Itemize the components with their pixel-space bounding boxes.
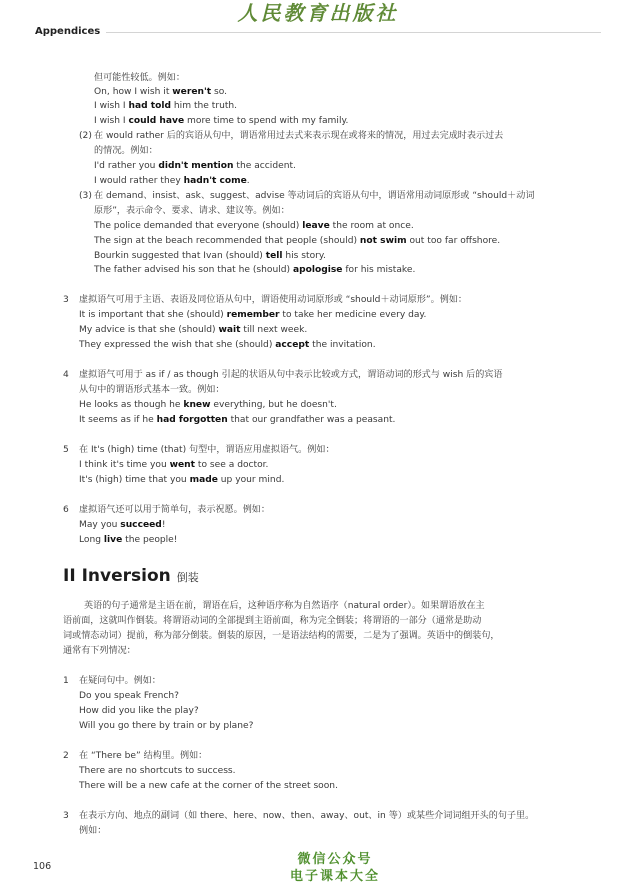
item-number: 2 — [63, 751, 69, 761]
text-line: 在 would rather 后的宾语从句中，谓语常用过去式来表示现在或将来的情况，用过去完成时表示过去 — [94, 131, 504, 141]
example-line: It's (high) time that you made up your mind. — [79, 475, 285, 485]
text-line: 虚拟语气还可以用于简单句，表示祝愿。例如： — [79, 505, 270, 515]
subitem-number: (2) — [79, 131, 92, 141]
section-heading — [63, 566, 199, 586]
item-number: 3 — [63, 295, 69, 305]
item-number: 4 — [63, 370, 69, 380]
example-line: On, how I wish it weren't so. — [94, 87, 228, 97]
example-line: The police demanded that everyone (should) leave the room at once. — [94, 221, 414, 231]
text-line: 语前面，这就叫作倒装。将谓语动词的全部提到主语前面，称为完全倒装；将谓语的一部分（通常是助动 — [63, 616, 482, 626]
example-line: It seems as if he had forgotten that our grandfather was a peasant. — [79, 415, 396, 425]
page-number: 106 — [33, 861, 52, 872]
text-line: 原形”，表示命令、要求、请求、建议等。例如： — [94, 206, 290, 216]
text-line: 例如： — [79, 826, 107, 836]
text-line: 在 “There be” 结构里。例如： — [79, 751, 208, 761]
item-number: 3 — [63, 811, 69, 821]
example-line: It is important that she (should) remember to take her medicine every day. — [79, 310, 427, 320]
text-line: 的情况。例如： — [94, 146, 158, 156]
section-heading-zh: 倒装 — [176, 571, 199, 584]
example-line: I think it's time you went to see a doctor. — [79, 460, 269, 470]
text-line: 词或情态动词）提前，称为部分倒装。倒装的原因，一是语法结构的需要，二是为了强调。英语中的倒装句， — [63, 631, 500, 641]
example-line: Do you speak French? — [79, 691, 179, 701]
example-line: There will be a new cafe at the corner of the street soon. — [79, 781, 338, 791]
publisher-logo: 人民教育出版社 — [237, 1, 399, 25]
text-line: 在表示方向、地点的副词（如 there、here、now、then、away、out、in 等）或某些介词词组开头的句子里。 — [79, 811, 535, 821]
example-line: How did you like the play? — [79, 706, 199, 716]
watermark-line-1: 微信公众号 — [297, 852, 373, 867]
header-rule — [106, 32, 601, 33]
text-line: 虚拟语气可用于主语、表语及同位语从句中，谓语使用动词原形或 “should＋动词原形”。例如： — [79, 295, 468, 305]
example-line: I wish I had told him the truth. — [94, 101, 238, 111]
text-line: 从句中的谓语形式基本一致。例如： — [79, 385, 225, 395]
watermark-line-2: 电子课本大全 — [289, 869, 380, 884]
text-line: 在 demand、insist、ask、suggest、advise 等动词后的宾语从句中，谓语常用动词原形或 “should＋动词 — [94, 191, 535, 201]
example-line: I'd rather you didn't mention the accident. — [94, 161, 296, 171]
example-line: May you succeed! — [79, 520, 166, 530]
item-number: 5 — [63, 445, 69, 455]
subitem-number: (3) — [79, 191, 92, 201]
text-line: 在疑问句中。例如： — [79, 676, 161, 686]
example-line: Long live the people! — [79, 535, 178, 545]
example-line: They expressed the wish that she (should) accept the invitation. — [79, 340, 376, 350]
example-line: My advice is that she (should) wait till next week. — [79, 325, 308, 335]
text-line: 虚拟语气可用于 as if / as though 引起的状语从句中表示比较或方式，谓语动词的形式与 wish 后的宾语 — [79, 370, 503, 380]
section-label: Appendices — [35, 26, 101, 37]
example-line: I wish I could have more time to spend with my family. — [94, 116, 349, 126]
example-line: The father advised his son that he (should) apologise for his mistake. — [94, 265, 416, 275]
item-number: 6 — [63, 505, 69, 515]
item-number: 1 — [63, 676, 69, 686]
section-heading-title: II Inversion — [63, 566, 171, 586]
example-line: I would rather they hadn't come. — [94, 176, 250, 186]
example-line: Will you go there by train or by plane? — [79, 721, 254, 731]
example-line: Bourkin suggested that Ivan (should) tell his story. — [94, 251, 326, 261]
text-line: 在 It's (high) time (that) 句型中，谓语应用虚拟语气。例如： — [79, 445, 335, 455]
example-line: He looks as though he knew everything, but he doesn't. — [79, 400, 337, 410]
example-line: The sign at the beach recommended that people (should) not swim out too far offshore. — [94, 236, 501, 246]
text-line: 英语的句子通常是主语在前，谓语在后，这种语序称为自然语序（natural order）。如果谓语放在主 — [84, 601, 485, 611]
example-line: There are no shortcuts to success. — [79, 766, 236, 776]
text-line: 通常有下列情况： — [63, 646, 136, 656]
text-line: 但可能性较低。例如： — [94, 73, 185, 83]
